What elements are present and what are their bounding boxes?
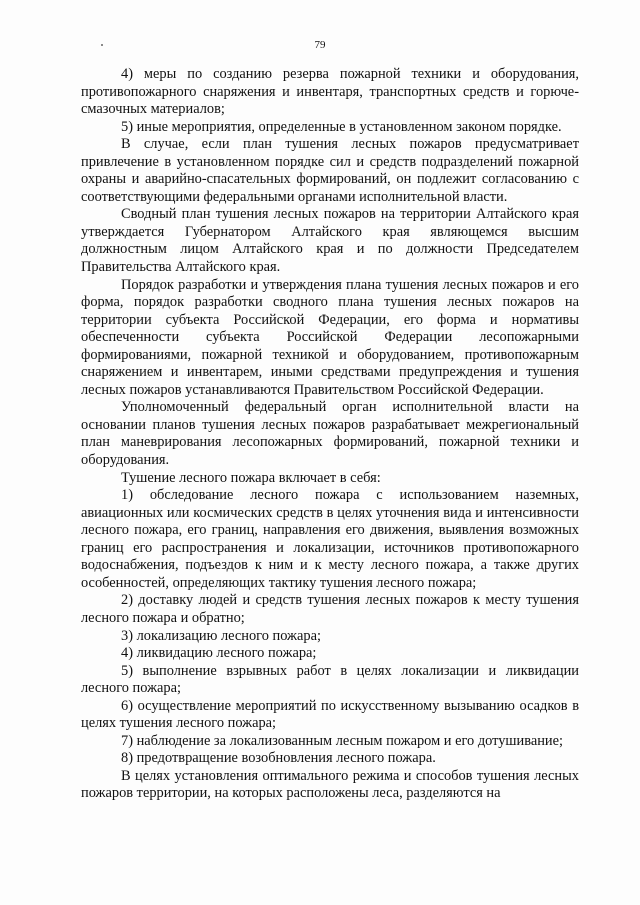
paragraph-firefighting-includes: Тушение лесного пожара включает в себя: [121, 469, 381, 486]
list-item-1: 1) обследование лесного пожара с использованием наземных, авиационных или космических средств в целях уточнения вида и интенсивности лесного пожара, его границ, направления его движения, выявления возможных границ его распространения и локализации, источников противопожарного водоснабжения, подъездов к ним и к месту лесного пожара, а также других особенностей, определяющих тактику тушения лесного пожара; [81, 487, 579, 591]
paragraph-coordination: В случае, если план тушения лесных пожаров предусматривает привлечение в установленном порядке сил и средств подразделений пожарной охраны и аварийно-спасательных формирований, он подлежит согласованию с соответствующими федеральными органами исполнительной власти. [81, 136, 579, 205]
list-item-7: 7) наблюдение за локализованным лесным пожаром и его дотушивание; [121, 732, 563, 749]
paragraph-consolidated-plan: Сводный план тушения лесных пожаров на территории Алтайского края утверждается Губернатором Алтайского края являющемся высшим должностным лицом Алтайского края и по должности Председателем Правительства Алтайского края. [81, 206, 579, 276]
document-body [81, 66, 579, 803]
list-item-2: 2) доставку людей и средств тушения лесных пожаров к месту тушения лесного пожара и обратно; [81, 592, 579, 626]
paragraph-maneuvering-plan: Уполномоченный федеральный орган исполнительной власти на основании планов тушения лесных пожаров разрабатывает межрегиональный план маневрирования лесопожарных формирований, пожарной техники и оборудования. [81, 399, 579, 469]
paragraph-item-4: 4) меры по созданию резерва пожарной техники и оборудования, противопожарного снаряжения и инвентаря, транспортных средств и горюче-смазочных материалов; [81, 66, 579, 118]
paragraph-item-5: 5) иные мероприятия, определенные в установленном законом порядке. [121, 118, 562, 135]
list-item-4: 4) ликвидацию лесного пожара; [121, 645, 317, 662]
paragraph-territory-division: В целях установления оптимального режима и способов тушения лесных пожаров территории, на которых расположены леса, разделяются на [81, 767, 579, 802]
list-item-3: 3) локализацию лесного пожара; [121, 627, 321, 644]
paragraph-plan-procedure: Порядок разработки и утверждения плана тушения лесных пожаров и его форма, порядок разработки сводного плана тушения лесных пожаров на территории субъекта Российской Федерации, его форма и нормативы обеспеченности субъекта Российской Федерации лесопожарными формированиями, пожарной техникой и оборудованием, противопожарным снаряжением и инвентарем, иными средствами предупреждения и тушения лесных пожаров устанавливаются Правительством Российской Федерации. [81, 276, 579, 398]
page-number: 79 [314, 39, 326, 51]
scan-speck [101, 44, 103, 46]
list-item-5: 5) выполнение взрывных работ в целях локализации и ликвидации лесного пожара; [81, 662, 579, 697]
list-item-8: 8) предотвращение возобновления лесного пожара. [121, 750, 436, 767]
list-item-6: 6) осуществление мероприятий по искусственному вызыванию осадков в целях тушения лесного пожара; [81, 697, 579, 732]
